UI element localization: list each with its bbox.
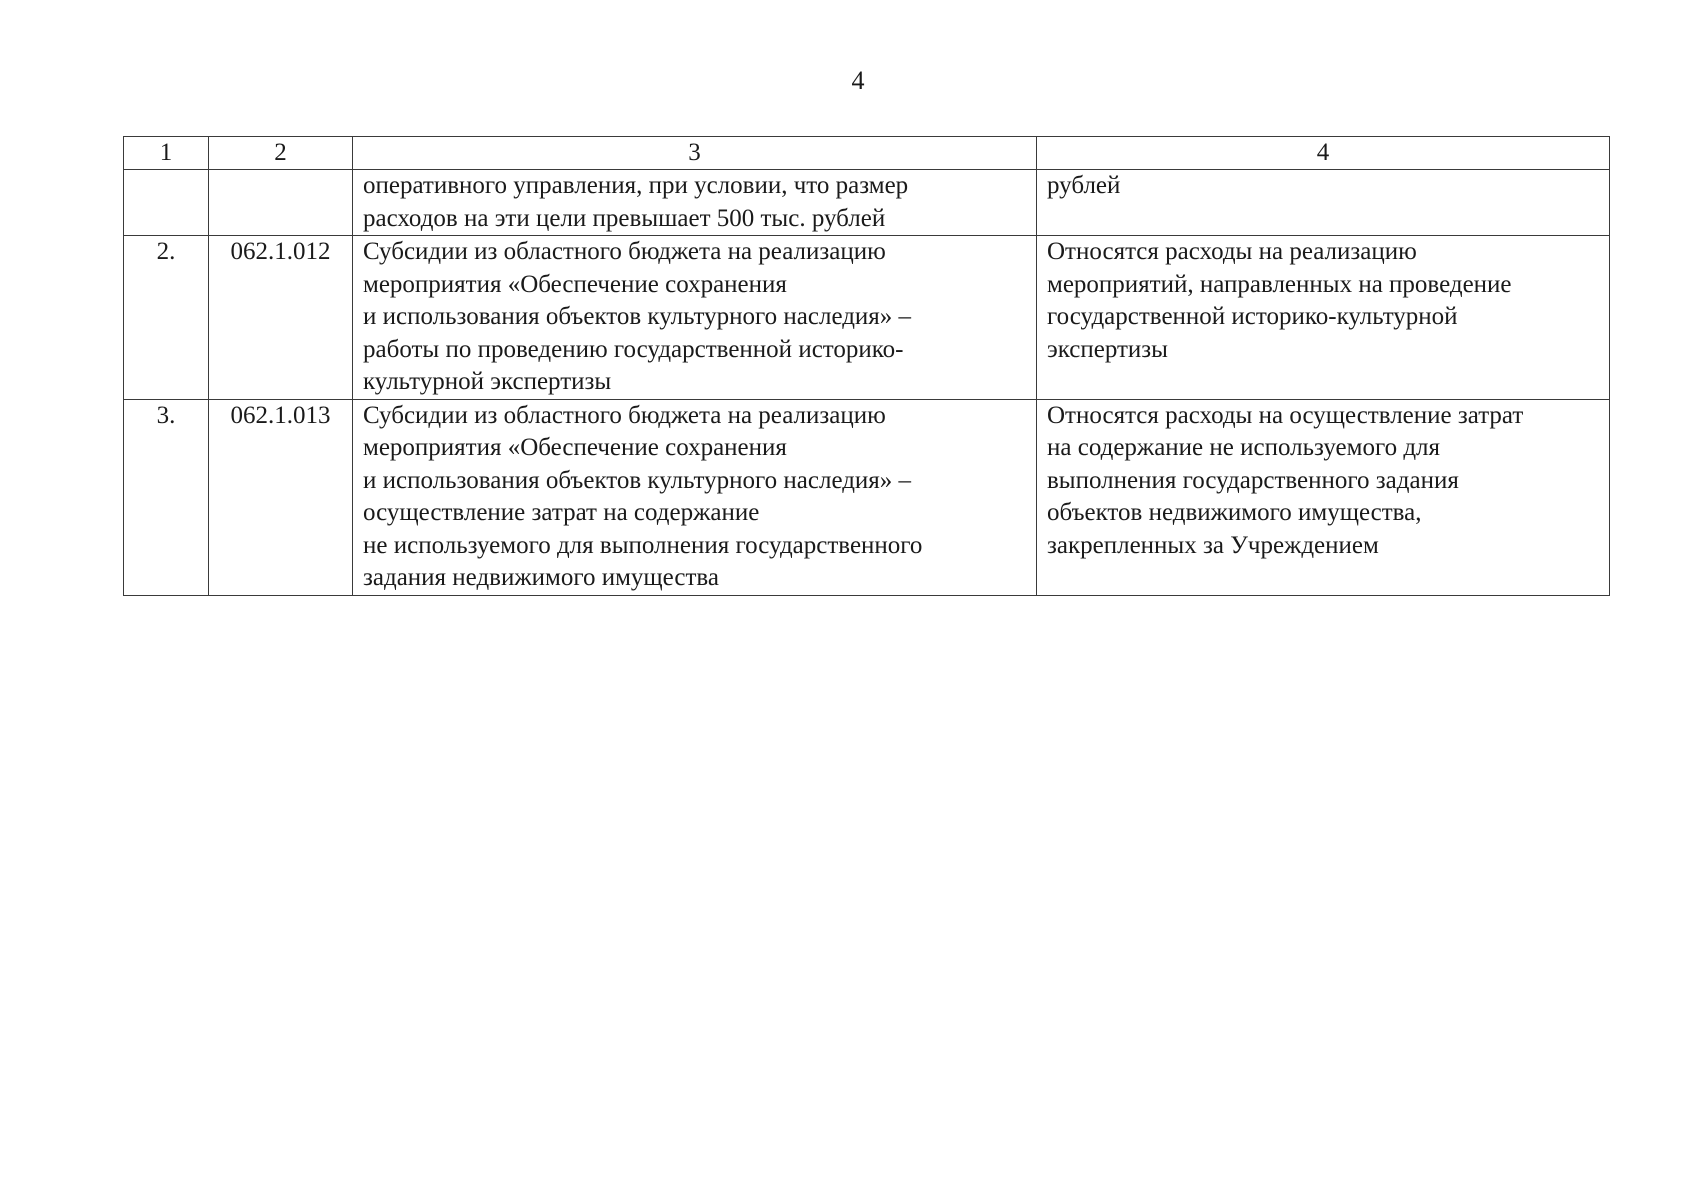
row-name [353,236,1037,400]
row-description-text: Относятся расходы на осуществление затрат на содержание не используемого для выполнения государственного задания объектов недвижимого имущества, закрепленных за Учреждением [1047,401,1524,559]
column-header-1: 1 [124,137,209,170]
table-header-row [124,137,1610,170]
row-code [209,170,353,236]
row-name-text: оперативного управления, при условии, что размер расходов на эти цели превышает 500 тыс. рублей [363,172,909,232]
row-description [1037,399,1610,595]
row-name-text: Субсидии из областного бюджета на реализацию мероприятия «Обеспечение сохранения и использования объектов культурного наследия» – работы по проведению государственной историко- культурной экспертизы [363,238,912,395]
row-code: 062.1.013 [209,399,353,595]
row-name [353,170,1037,236]
row-number: 2. [124,236,209,400]
row-name-text: Субсидии из областного бюджета на реализацию мероприятия «Обеспечение сохранения и использования объектов культурного наследия» – осуществление затрат на содержание не используемого для выполнения государственного задания недвижимого имущества [363,401,923,591]
expense-table [123,136,1610,596]
column-header-3: 3 [353,137,1037,170]
row-description [1037,236,1610,400]
column-header-4: 4 [1037,137,1610,170]
row-name [353,399,1037,595]
page-number: 4 [851,66,865,95]
row-description-text: рублей [1047,172,1121,199]
table-row [124,236,1610,400]
row-number [124,170,209,236]
column-header-2: 2 [209,137,353,170]
row-description-text: Относятся расходы на реализацию мероприятий, направленных на проведение государственной историко-культурной экспертизы [1047,238,1512,363]
table-row [124,399,1610,595]
table-row [124,170,1610,236]
row-description [1037,170,1610,236]
row-code: 062.1.012 [209,236,353,400]
row-number: 3. [124,399,209,595]
